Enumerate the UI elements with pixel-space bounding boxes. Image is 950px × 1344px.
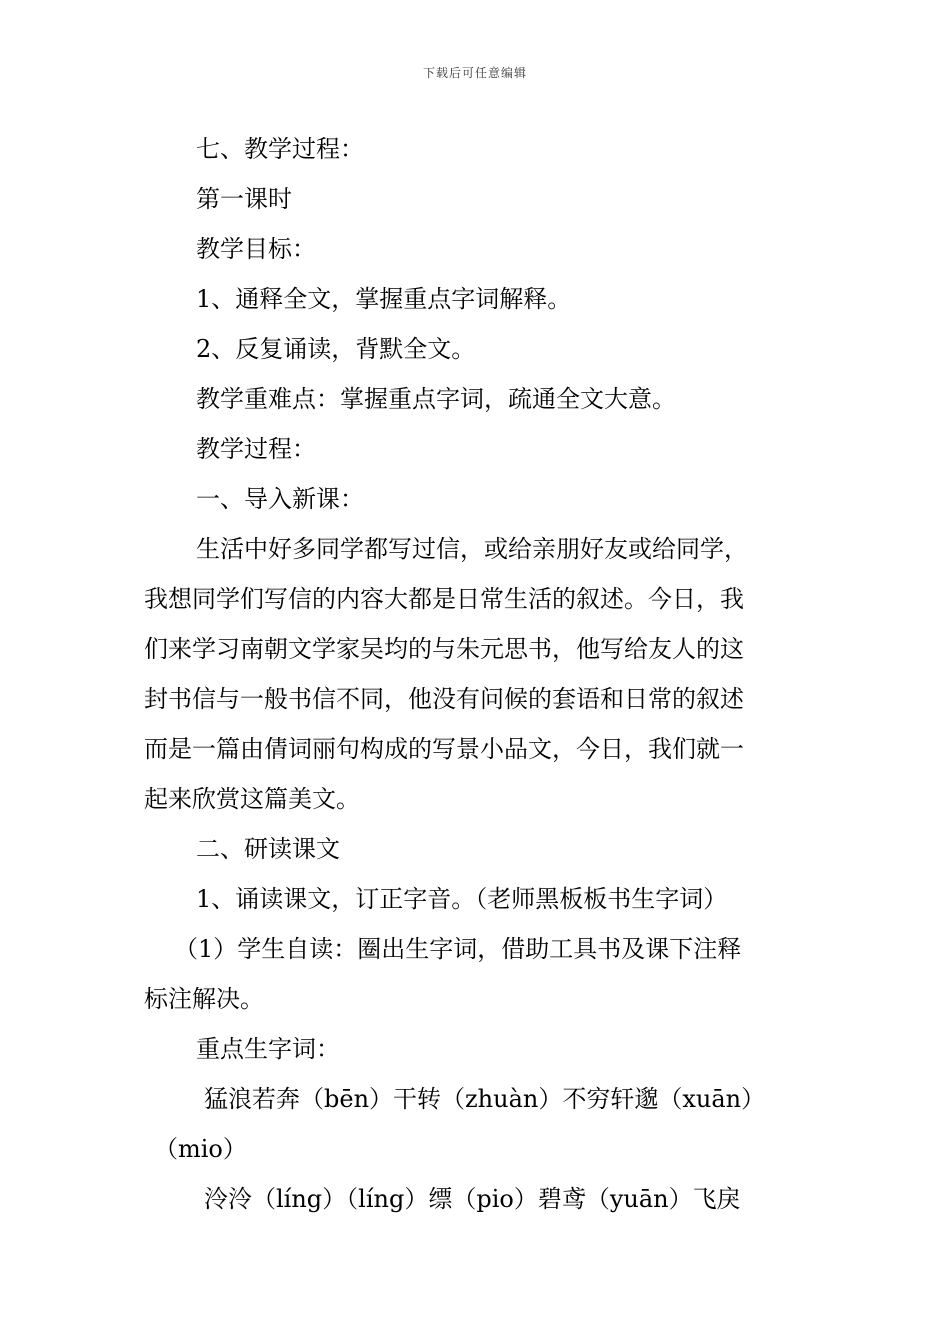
key-difficulties: 教学重难点：掌握重点字词，疏通全文大意。 [196,385,676,413]
study-step-1: 1、诵读课文，订正字音。（老师黑板板书生字词） [196,885,728,913]
goal-item-2: 2、反复诵读，背默全文。 [196,335,476,363]
study-substep-1-cont: 标注解决。 [144,985,264,1013]
key-words-line: 泠泠（líng）（líng）缥（pio）碧鸢（yuān）飞戾 [204,1185,741,1213]
intro-paragraph-line: 封书信与一般书信不同，他没有问候的套语和日常的叙述 [144,685,744,713]
section-heading-teaching-process: 七、教学过程： [196,135,364,163]
intro-paragraph-line: 而是一篇由倩词丽句构成的写景小品文，今日，我们就一 [144,735,744,763]
teaching-goals-heading: 教学目标： [196,235,316,263]
study-substep-1: （1）学生自读：圈出生字词，借助工具书及课下注释 [174,935,742,963]
key-words-line: 猛浪若奔（bēn）干转（zhuàn）不穷轩邈（xuān） [204,1085,766,1113]
intro-paragraph-line: 们来学习南朝文学家吴均的与朱元思书，他写给友人的这 [144,635,744,663]
intro-paragraph-line: 起来欣赏这篇美文。 [144,785,360,813]
lesson-period-heading: 第一课时 [196,185,292,213]
key-words-line: （mio） [154,1135,247,1163]
study-text-heading: 二、研读课文 [196,835,340,863]
teaching-process-heading: 教学过程： [196,435,316,463]
intro-paragraph-line: 我想同学们写信的内容大都是日常生活的叙述。今日，我 [144,585,744,613]
intro-paragraph-line: 生活中好多同学都写过信，或给亲朋好友或给同学， [196,535,748,563]
document-body [144,124,808,1224]
page-header: 下载后可任意编辑 [422,66,527,80]
goal-item-1: 1、通释全文，掌握重点字词解释。 [196,285,572,313]
key-words-heading: 重点生字词： [196,1035,340,1063]
intro-heading: 一、导入新课： [196,485,364,513]
